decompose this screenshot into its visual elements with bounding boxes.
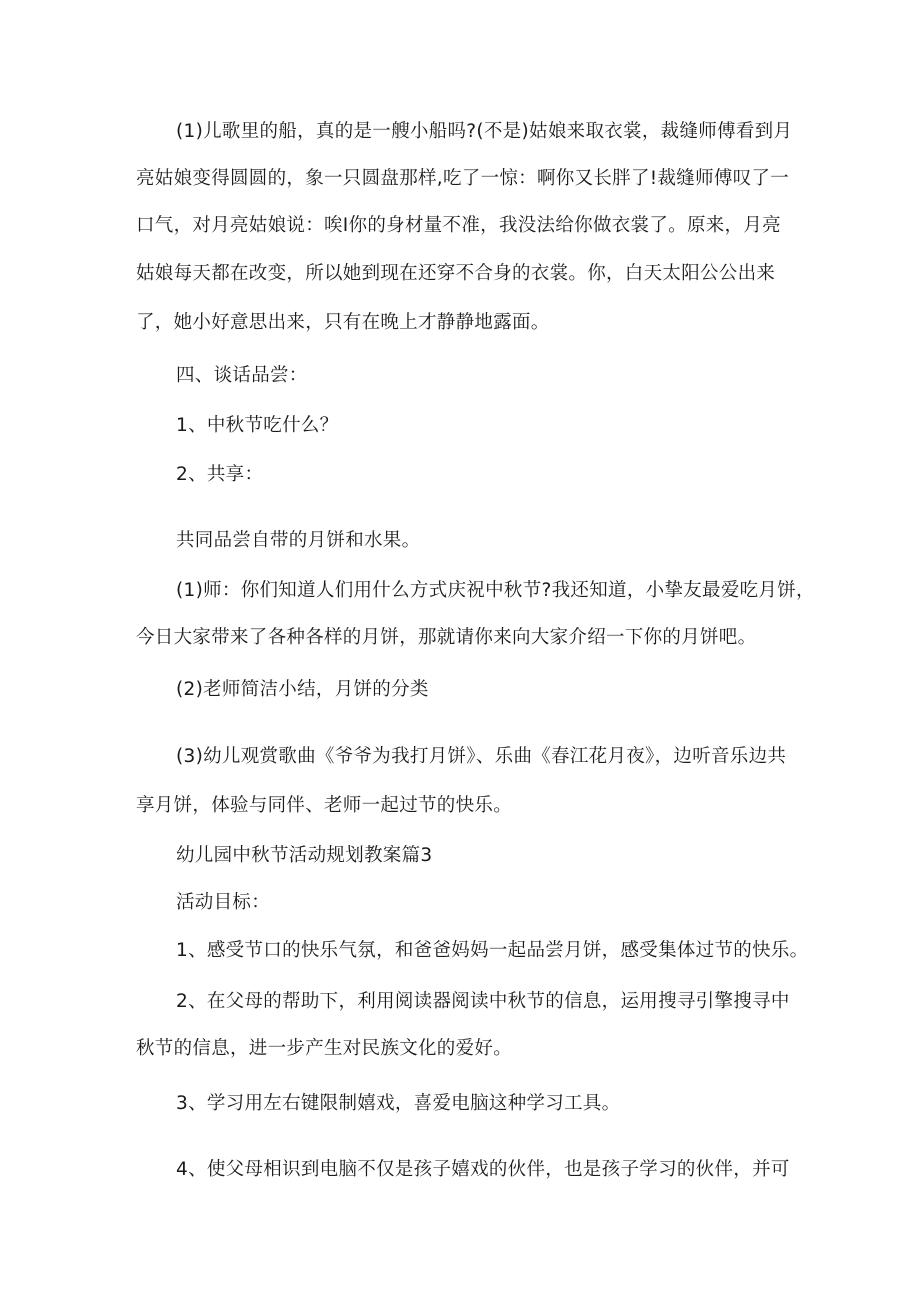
- section-title: 幼儿园中秋节活动规划教案篇3: [176, 845, 433, 866]
- text-line: 秋节的信息，进一步产生对民族文化的爱好。: [136, 1038, 513, 1059]
- text-line: (1)儿歌里的船，真的是一艘小船吗?(不是)姑娘来取衣裳，裁缝师傅看到月: [176, 121, 793, 142]
- text-line: 了，她小好意思出来，只有在晚上才静静地露面。: [136, 312, 550, 333]
- text-line: 亮姑娘变得圆圆的，象一只圆盘那样,吃了一惊：啊你又长胖了!裁缝师傅叹了一: [136, 168, 790, 189]
- list-item: 2、在父母的帮助下，利用阅读器阅读中秋节的信息，运用搜寻引擎搜寻中: [176, 991, 790, 1012]
- text-line: (3)幼儿观赏歌曲《爷爷为我打月饼》、乐曲《春江花月夜》，边听音乐边共: [176, 746, 787, 767]
- list-item: 2、共享：: [176, 464, 264, 485]
- text-line: (2)老师简洁小结，月饼的分类: [176, 679, 429, 700]
- text-line: 姑娘每天都在改变，所以她到现在还穿不合身的衣裳。你，白天太阳公公出来: [136, 263, 776, 284]
- text-line: 口气，对月亮姑娘说：唉I你的身材量不准，我没法给你做衣裳了。原来，月亮: [136, 215, 781, 236]
- text-line: (1)师：你们知道人们用什么方式庆祝中秋节?我还知道，小挚友最爱吃月饼，: [176, 580, 815, 601]
- list-item: 1、感受节口的快乐气氛，和爸爸妈妈一起品尝月饼，感受集体过节的快乐。: [176, 940, 809, 961]
- text-line: 享月饼，体验与同伴、老师一起过节的快乐。: [136, 795, 513, 816]
- text-line: 共同品尝自带的月饼和水果。: [176, 530, 421, 551]
- section-heading: 活动目标：: [176, 892, 271, 913]
- list-item: 1、中秋节吃什么？: [176, 415, 339, 436]
- list-item: 4、使父母相识到电脑不仅是孩子嬉戏的伙伴，也是孩子学习的伙伴，并可: [176, 1159, 790, 1180]
- section-heading: 四、谈话品尝：: [176, 365, 308, 386]
- list-item: 3、学习用左右键限制嬉戏，喜爱电脑这种学习工具。: [176, 1093, 621, 1114]
- text-line: 今日大家带来了各种各样的月饼，那就请你来向大家介绍一下你的月饼吧。: [136, 627, 757, 648]
